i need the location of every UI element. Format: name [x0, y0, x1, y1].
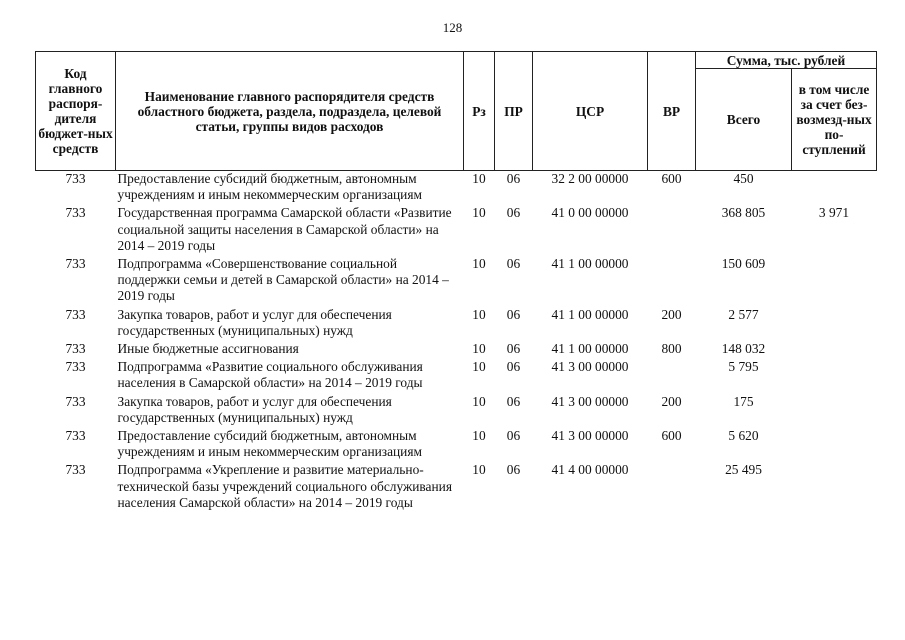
row-csr: 41 4 00 00000 — [551, 462, 629, 478]
row-pr: 06 — [506, 428, 521, 444]
row-rz: 10 — [472, 171, 486, 186]
row-rz: 10 — [472, 462, 486, 478]
row-pr: 06 — [506, 171, 521, 186]
row-total: 148 032 — [721, 341, 766, 357]
row-vr: 800 — [661, 341, 682, 357]
row-code: 733 — [65, 393, 86, 409]
row-code: 733 — [65, 256, 86, 272]
row-rz: 10 — [472, 428, 486, 444]
table-row — [36, 359, 877, 393]
row-pr: 06 — [506, 393, 521, 409]
row-incl — [792, 428, 877, 462]
row-name: Государственная программа Самарской области «Развитие социальной защиты населения в Самарской области» на 2014 – 2019 годы — [117, 205, 452, 253]
row-total: 5 795 — [728, 359, 759, 375]
row-incl — [792, 462, 877, 513]
row-code: 733 — [65, 359, 86, 375]
row-csr: 41 1 00 00000 — [551, 306, 629, 322]
row-name: Подпрограмма «Развитие социального обслуживания населения в Самарской области» на 2014 – 2019 годы — [117, 359, 423, 391]
row-rz: 10 — [472, 341, 486, 357]
table-row — [36, 428, 877, 462]
row-vr: 600 — [661, 428, 682, 444]
row-total: 450 — [733, 171, 754, 186]
row-csr: 41 1 00 00000 — [551, 341, 629, 357]
row-incl — [792, 307, 877, 341]
header-pr: ПР — [495, 52, 533, 171]
row-code: 733 — [65, 171, 86, 186]
header-csr: ЦСР — [533, 52, 648, 171]
row-rz: 10 — [472, 306, 486, 322]
row-name: Иные бюджетные ассигнования — [117, 341, 299, 357]
row-pr: 06 — [506, 306, 521, 322]
header-incl: в том числе за счет без-возмезд-ных по-ступлений — [792, 69, 877, 171]
header-vr: ВР — [648, 52, 696, 171]
budget-table — [35, 51, 877, 513]
table-row — [36, 462, 877, 513]
row-pr: 06 — [506, 256, 521, 272]
row-vr: 200 — [661, 393, 682, 409]
row-rz: 10 — [472, 359, 486, 375]
header-sum: Сумма, тыс. рублей — [696, 52, 877, 69]
row-rz: 10 — [472, 256, 486, 272]
row-name: Закупка товаров, работ и услуг для обеспечения государственных (муниципальных) нужд — [117, 306, 392, 338]
row-csr: 41 0 00 00000 — [551, 205, 629, 221]
row-total: 2 577 — [728, 306, 759, 322]
row-vr — [648, 256, 696, 307]
header-rz: Рз — [464, 52, 495, 171]
row-total: 5 620 — [728, 428, 759, 444]
row-code: 733 — [65, 306, 86, 322]
row-pr: 06 — [506, 341, 521, 357]
row-incl — [792, 256, 877, 307]
row-incl — [792, 394, 877, 428]
row-csr: 41 3 00 00000 — [551, 428, 629, 444]
table-header — [36, 52, 877, 171]
row-vr: 200 — [661, 306, 682, 322]
row-incl: 3 971 — [818, 205, 850, 221]
row-csr: 32 2 00 00000 — [551, 171, 629, 186]
table-row — [36, 171, 877, 206]
header-total: Всего — [696, 69, 792, 171]
header-code: Код главного распоря-дителя бюджет-ных средств — [36, 52, 116, 171]
row-code: 733 — [65, 428, 86, 444]
row-code: 733 — [65, 205, 86, 221]
row-name: Закупка товаров, работ и услуг для обеспечения государственных (муниципальных) нужд — [117, 393, 392, 425]
row-total: 150 609 — [721, 256, 766, 272]
row-csr: 41 1 00 00000 — [551, 256, 629, 272]
row-name: Подпрограмма «Совершенствование социальной поддержки семьи и детей в Самарской области» на 2014 – 2019 годы — [117, 256, 449, 304]
row-csr: 41 3 00 00000 — [551, 393, 629, 409]
row-csr: 41 3 00 00000 — [551, 359, 629, 375]
page-number: 128 — [442, 20, 463, 35]
row-total: 368 805 — [721, 205, 766, 221]
row-pr: 06 — [506, 359, 521, 375]
row-rz: 10 — [472, 205, 486, 221]
row-total: 25 495 — [725, 462, 762, 478]
row-incl — [792, 341, 877, 359]
table-body — [36, 171, 877, 514]
table-row — [36, 307, 877, 341]
row-code: 733 — [65, 462, 86, 478]
table-row — [36, 256, 877, 307]
row-vr — [648, 462, 696, 513]
row-rz: 10 — [472, 393, 486, 409]
row-vr — [648, 359, 696, 393]
header-name: Наименование главного распорядителя средств областного бюджета, раздела, подраздела, целевой статьи, группы видов расходов — [116, 52, 464, 171]
row-pr: 06 — [506, 462, 521, 478]
row-incl — [792, 171, 877, 206]
row-name: Подпрограмма «Укрепление и развитие материально-технической базы учреждений социального обслуживания населения Самарской области» на 2014 – 2019 годы — [117, 462, 452, 510]
row-name: Предоставление субсидий бюджетным, автономным учреждениям и иным некоммерческим организациям — [117, 171, 422, 203]
table-row — [36, 394, 877, 428]
row-incl — [792, 359, 877, 393]
row-total: 175 — [733, 393, 754, 409]
row-vr: 600 — [661, 171, 682, 186]
table-row — [36, 341, 877, 359]
row-vr — [648, 205, 696, 256]
row-pr: 06 — [506, 205, 521, 221]
table-row — [36, 205, 877, 256]
row-code: 733 — [65, 341, 86, 357]
row-name: Предоставление субсидий бюджетным, автономным учреждениям и иным некоммерческим организациям — [117, 428, 422, 460]
